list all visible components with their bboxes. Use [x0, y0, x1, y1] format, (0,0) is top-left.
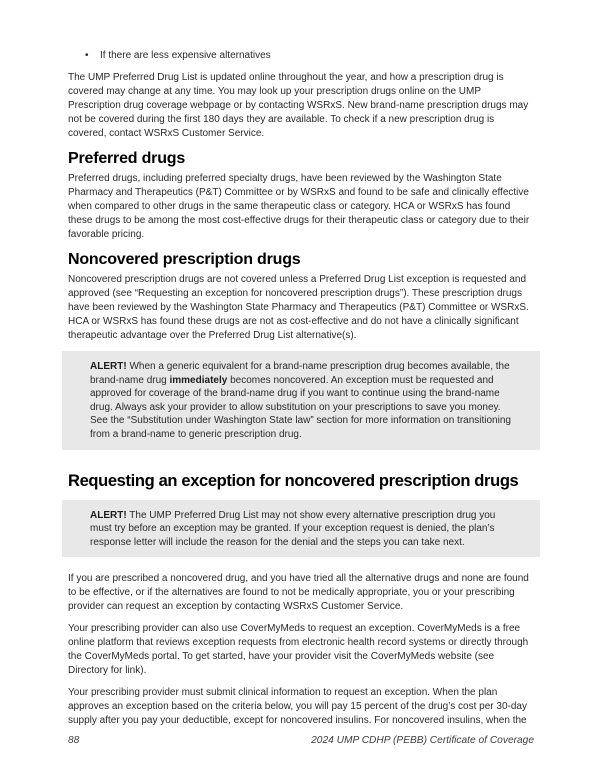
heading-preferred-drugs: Preferred drugs — [68, 150, 186, 167]
bullet-list — [68, 49, 534, 63]
bullet-icon: • — [85, 50, 89, 61]
alert-generic-text: ALERT! When a generic equivalent for a brand-name prescription drug becomes available, the brand-name drug immediately becomes noncovered. An exception must be requested and approved for coverage of the brand-name drug if you want to continue using the brand-name drug. Always ask your provider to allow substitution on your prescriptions to save you money. See the “Substitution under Washington State law” section for more information on transitioning from a brand-name to generic prescription drug. — [90, 361, 511, 440]
clinical-info-paragraph: Your prescribing provider must submit clinical information to request an exception. When the plan approves an exception based on the criteria below, you will pay 15 percent of the drug’s cost per 30-day supply after you pay your deductible, except for noncovered insulins. For noncovered insulins, when the — [68, 687, 527, 727]
alert-box-generic-equivalent — [62, 351, 540, 450]
page-footer — [68, 734, 534, 748]
preferred-drugs-paragraph: Preferred drugs, including preferred specialty drugs, have been reviewed by the Washington State Pharmacy and Therapeutics (P&T) Committee or by WSRxS and found to be safe and clinically effective when compared to other drugs in the same therapeutic class or category. HCA or WSRxS has found these drugs to be among the most cost-effective drugs for their therapeutic class or category due to their favorable pricing. — [68, 173, 530, 240]
page-number: 88 — [68, 735, 80, 746]
list-item — [85, 49, 534, 63]
exception-request-paragraph: If you are prescribed a noncovered drug, and you have tried all the alternative drugs and none are found to be effective, or if the alternatives are found to not be medically appropriate, you or your prescribing provider can request an exception by contacting WSRxS Customer Service. — [68, 573, 529, 613]
intro-paragraph: The UMP Preferred Drug List is updated online throughout the year, and how a prescription drug is covered may change at any time. You may look up your prescription drugs online on the UMP Prescription drug coverage webpage or by contacting WSRxS. New brand-name prescription drugs may not be covered during the first 180 days they are available. To check if a new prescription drug is covered, contact WSRxS Customer Service. — [68, 72, 529, 139]
alert-exception-text: ALERT! The UMP Preferred Drug List may not show every alternative prescription drug you must try before an exception may be granted. If your exception request is denied, the plan’s response letter will include the reason for the denial and the steps you can take next. — [90, 509, 496, 548]
heading-noncovered-drugs: Noncovered prescription drugs — [68, 251, 301, 268]
alert-box-exception-request — [62, 500, 540, 558]
covermymeds-paragraph: Your prescribing provider can also use CoverMyMeds to request an exception. CoverMyMeds is a free online platform that reviews exception requests from electronic health record systems or directly through the CoverMyMeds portal. To get started, have your provider visit the CoverMyMeds website (see Directory for link). — [68, 623, 529, 677]
footer-doc-title: 2024 UMP CDHP (PEBB) Certificate of Coverage — [311, 735, 534, 746]
heading-requesting-exception: Requesting an exception for noncovered prescription drugs — [68, 471, 519, 490]
bullet-text: If there are less expensive alternatives — [100, 50, 271, 61]
noncovered-drugs-paragraph: Noncovered prescription drugs are not covered unless a Preferred Drug List exception is requested and approved (see “Requesting an exception for noncovered prescription drugs”). These prescription drugs have been reviewed by the Washington State Pharmacy and Therapeutics (P&T) Committee or WSRxS. HCA or WSRxS has found these drugs are not as cost-effective and do not have a clinically significant therapeutic advantage over the Preferred Drug List alternative(s). — [68, 274, 529, 341]
